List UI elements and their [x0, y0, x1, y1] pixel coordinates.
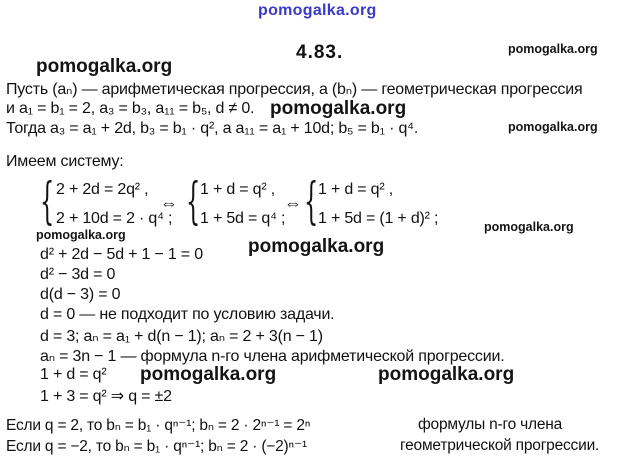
system-brace-2: {	[186, 172, 201, 230]
system-1-bottom: 2 + 10d = 2 · q⁴ ;	[56, 210, 173, 227]
system-1-top: 2 + 2d = 2q² ,	[56, 181, 149, 198]
watermark: pomogalka.org	[508, 120, 598, 134]
statement-line-1: Пусть (aₙ) — арифметическая прогрессия, а (bₙ) — геометрическая прогрессия	[6, 81, 583, 98]
system-3-top: 1 + d = q² ,	[318, 181, 393, 198]
system-2-bottom: 1 + 5d = q⁴ ;	[200, 210, 286, 227]
watermark: pomogalka.org	[378, 364, 515, 385]
formula-q-positive: Если q = 2, то bₙ = b₁ · qⁿ⁻¹; bₙ = 2 · 2ⁿ⁻¹ = 2ⁿ	[6, 417, 311, 434]
watermark-top: pomogalka.org	[258, 2, 377, 19]
watermark: pomogalka.org	[36, 228, 126, 242]
watermark: pomogalka.org	[248, 236, 385, 257]
section-heading: Имеем систему:	[6, 153, 124, 170]
system-brace-1: {	[40, 172, 55, 230]
solution-step-4: d = 0 — не подходит по условию задачи.	[40, 306, 335, 323]
solution-step-6: aₙ = 3n − 1 — формула n-го члена арифметической прогрессии.	[40, 348, 505, 365]
system-3-bottom: 1 + 5d = (1 + d)² ;	[318, 210, 439, 227]
watermark: pomogalka.org	[36, 56, 173, 77]
formula-note-line-1: формулы n-го члена	[418, 416, 563, 433]
solution-step-2: d² − 3d = 0	[40, 266, 116, 283]
solution-step-8: 1 + 3 = q² ⇒ q = ±2	[40, 388, 172, 405]
equivalence-arrow-1: ⇔	[160, 193, 178, 213]
system-brace-3: {	[304, 172, 319, 230]
formula-q-negative: Если q = −2, то bₙ = b₁ · qⁿ⁻¹; bₙ = 2 · (−2)ⁿ⁻¹	[6, 438, 307, 455]
watermark: pomogalka.org	[508, 42, 598, 56]
watermark: pomogalka.org	[140, 364, 277, 385]
formula-note-line-2: геометрической прогрессии.	[400, 437, 600, 454]
watermark: pomogalka.org	[270, 98, 407, 119]
statement-line-3: Тогда a₃ = a₁ + 2d, b₃ = b₁ · q², а a₁₁ = a₁ + 10d; b₅ = b₁ · q⁴.	[6, 120, 419, 137]
statement-line-2: и a₁ = b₁ = 2, a₃ = b₃, a₁₁ = b₅, d ≠ 0.	[6, 100, 255, 117]
solution-step-7: 1 + d = q²	[40, 366, 107, 383]
problem-number: 4.83.	[296, 42, 344, 63]
system-2-top: 1 + d = q² ,	[200, 181, 275, 198]
watermark: pomogalka.org	[484, 220, 574, 234]
equivalence-arrow-2: ⇔	[284, 193, 302, 213]
solution-step-5: d = 3; aₙ = a₁ + d(n − 1); aₙ = 2 + 3(n − 1)	[40, 328, 323, 345]
solution-step-1: d² + 2d − 5d + 1 − 1 = 0	[40, 246, 203, 263]
solution-step-3: d(d − 3) = 0	[40, 286, 121, 303]
